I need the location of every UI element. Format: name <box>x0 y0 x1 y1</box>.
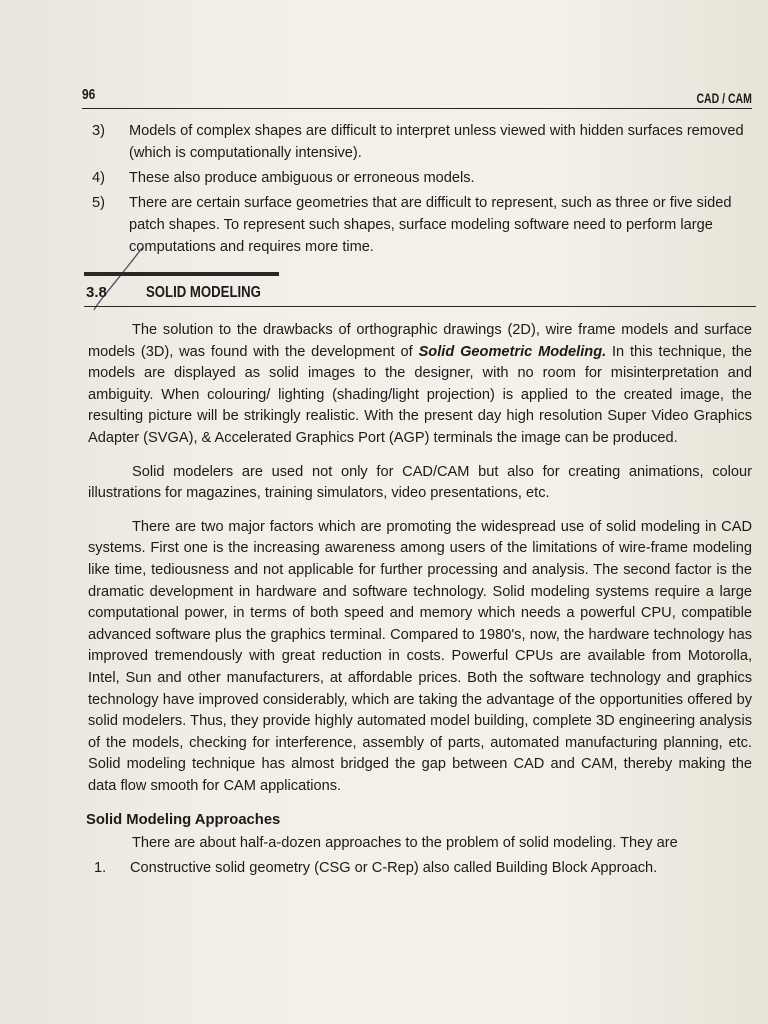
list-item-number: 4) <box>92 170 105 186</box>
paragraph-intro <box>88 320 752 450</box>
emphasis-term: Solid Geometric Modeling. <box>418 343 607 360</box>
list-item-text: Constructive solid geometry (CSG or C-Rep) also called Building Block Approach. <box>130 860 658 877</box>
list-item <box>92 167 757 189</box>
paragraph-uses: Solid modelers are used not only for CAD/CAM but also for creating animations, colour illustrations for magazines, training simulators, video presentations, etc. <box>88 463 752 502</box>
list-item <box>92 192 757 258</box>
page-number: 96 <box>82 86 96 103</box>
list-item <box>88 857 752 879</box>
list-item-text: Models of complex shapes are difficult to interpret unless viewed with hidden surfaces removed (which is computationally intensive). <box>129 123 744 161</box>
subsection-heading: Solid Modeling Approaches <box>86 812 281 829</box>
list-item-number: 5) <box>92 195 105 211</box>
section-title: SOLID MODELING <box>146 284 261 301</box>
running-head: CAD / CAM <box>696 90 752 106</box>
paragraph-text: The solution to the drawbacks of orthographic drawings (2D), wire frame models and surface models (3D), was found with the development of <box>88 322 752 360</box>
section-number: 3.8 <box>86 284 107 301</box>
list-item-text: These also produce ambiguous or erroneous models. <box>129 170 475 186</box>
drawbacks-list <box>92 120 757 261</box>
list-item-text: There are certain surface geometries that are difficult to represent, such as three or five sided patch shapes. To represent such shapes, surface modeling software need to perform large computations and requires more time. <box>129 195 732 255</box>
paragraph-factors: There are two major factors which are promoting the widespread use of solid modeling in CAD systems. First one is the increasing awareness among users of the limitations of wire-frame modeling like time, tediousness and not applicable for further processing and analysis. The second factor is the dramatic development in hardware and software technology. Solid modeling systems require a large computational power, in terms of both speed and memory which needs a powerful CPU, compatible advanced software plus the graphics terminal. Compared to 1980's, now, the hardware technology has improved tremendously with great reduction in costs. Powerful CPUs are available from Motorolla, Intel, Sun and other manufacturers, at affordable prices. Both the software technology and graphics technology have improved considerably, which are taking the advantage of the opportunities offered by solid modelers. Thus, they provide highly automated model building, complete 3D engineering analysis of the models, checking for interference, assembly of parts, automated manufacturing planning, etc. Solid modeling technique has almost bridged the gap between CAD and CAM, thereby making the data flow smooth for CAM applications. <box>88 518 752 794</box>
list-item-number: 3) <box>92 123 105 139</box>
section-body <box>88 320 752 879</box>
list-item-number: 1. <box>94 860 107 877</box>
paragraph-text: In this technique, the models are displayed as solid images to the designer, with no room for misinterpretation and ambiguity. When colouring/ lighting (shading/light projection) is applied to the created image, the resulting picture will be strikingly realistic. With the present day high resolution Super Video Graphics Adapter (SVGA), & Accelerated Graphics Port (AGP) terminals the image can be produced. <box>88 343 752 446</box>
paragraph-approaches-intro: There are about half-a-dozen approaches to the problem of solid modeling. They are <box>132 835 678 852</box>
section-heading <box>84 276 756 307</box>
page-header <box>82 86 752 109</box>
list-item <box>92 120 757 164</box>
